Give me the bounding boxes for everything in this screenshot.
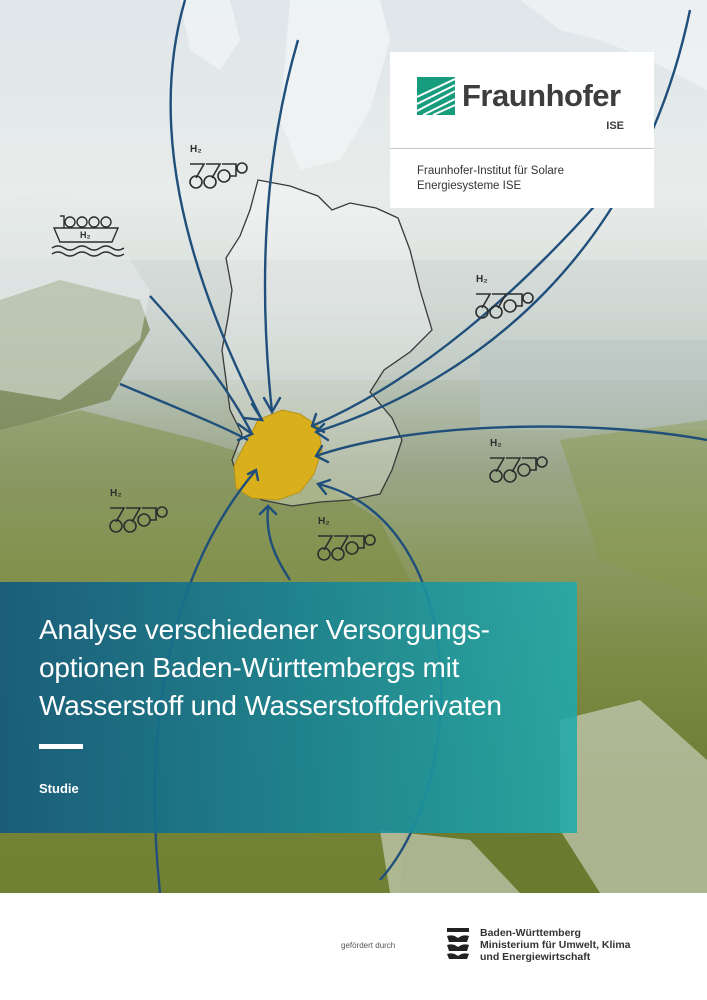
ship-h2-label: H₂ — [80, 230, 91, 240]
pipeline-h2-label: H₂ — [318, 516, 330, 527]
logo-name: Fraunhofer — [462, 78, 621, 113]
pipeline-icon — [190, 163, 247, 188]
title-line-2: optionen Baden-Württembergs mit — [39, 652, 460, 683]
pipeline-h2-label: H₂ — [190, 144, 202, 155]
logo-sub: ISE — [606, 120, 624, 132]
title-line-3: Wasserstoff und Wasserstoffderivaten — [39, 690, 502, 721]
institute-name — [417, 164, 637, 194]
ministry-line-3: und Energiewirtschaft — [480, 951, 591, 963]
document-type-label: Studie — [39, 781, 79, 796]
logo-divider — [390, 148, 654, 149]
ministry-name — [480, 927, 631, 963]
title-accent-bar — [39, 744, 83, 749]
baden-wuerttemberg-coat-of-arms-icon — [445, 926, 471, 960]
pipeline-h2-label: H₂ — [110, 488, 122, 499]
institute-line-1: Fraunhofer-Institut für Solare — [417, 165, 565, 177]
fraunhofer-logo-icon — [417, 77, 455, 115]
pipeline-h2-label: H₂ — [490, 438, 502, 449]
pipeline-h2-label: H₂ — [476, 274, 488, 285]
ministry-line-2: Ministerium für Umwelt, Klima — [480, 939, 631, 951]
fraunhofer-logo-box — [390, 52, 654, 208]
title-line-1: Analyse verschiedener Versorgungs- — [39, 614, 490, 645]
ministry-line-1: Baden-Württemberg — [480, 927, 581, 939]
pipeline-icon — [490, 457, 547, 482]
funded-by-label: gefördert durch — [341, 941, 396, 950]
institute-line-2: Energiesysteme ISE — [417, 180, 522, 192]
